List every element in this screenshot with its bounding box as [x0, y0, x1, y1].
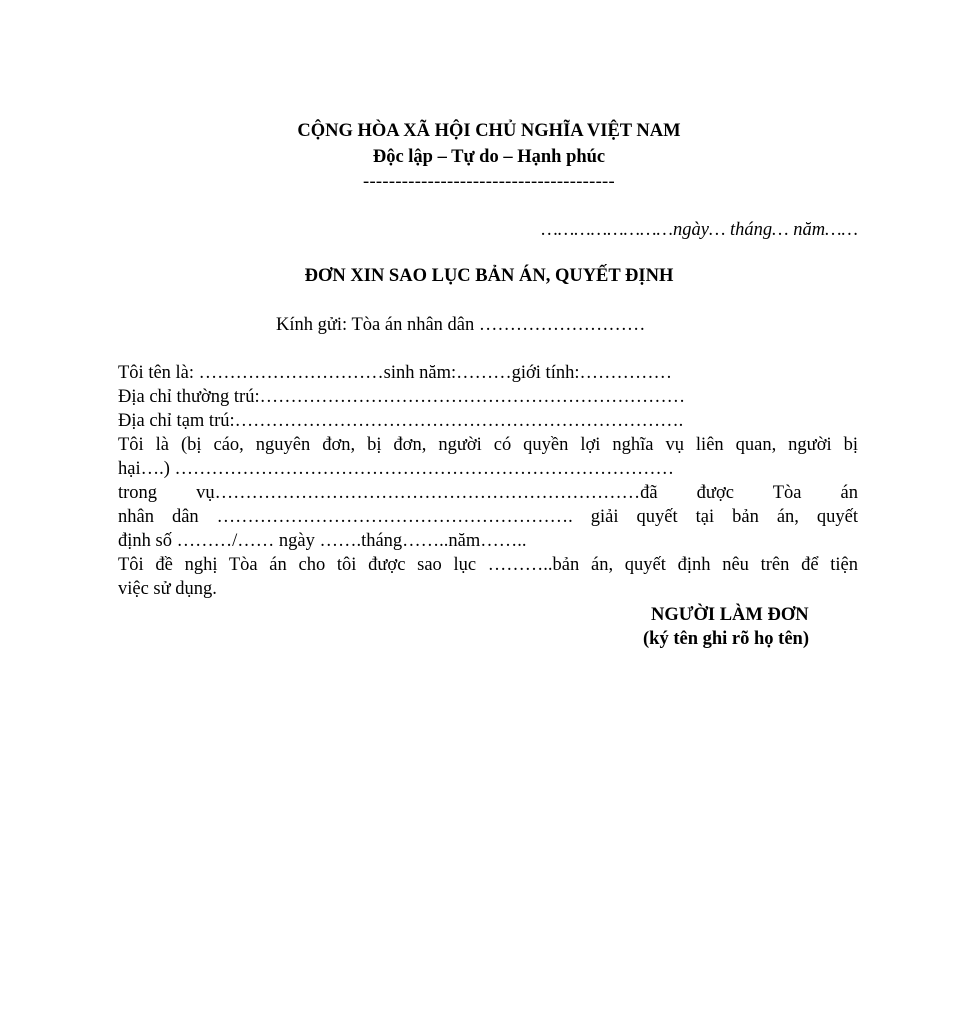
body-case-word-2: Tòa	[772, 483, 802, 503]
body-request-continued-line: việc sử dụng.	[118, 579, 217, 599]
recipient-line: Kính gửi: Tòa án nhân dân ………………………	[276, 315, 646, 335]
signature-note: (ký tên ghi rõ họ tên)	[643, 629, 809, 649]
body-court-line: nhân dân …………………………………………………. giải quyết tại bản án, quyết	[118, 507, 858, 527]
body-permanent-address-line: Địa chỉ thường trú:……………………………………………………………	[118, 387, 686, 407]
body-case-word-1: được	[696, 483, 734, 503]
body-name-line: Tôi tên là: …………………………sinh năm:………giới tính:……………	[118, 363, 672, 383]
body-request-line: Tôi đề nghị Tòa án cho tôi được sao lục ………..bản án, quyết định nêu trên để tiện	[118, 555, 858, 575]
signature-title: NGƯỜI LÀM ĐƠN	[651, 605, 809, 625]
body-case-line	[118, 481, 858, 505]
header-separator: ---------------------------------------	[363, 172, 615, 192]
body-decision-number-line: định số ………/…… ngày …….tháng……..năm……..	[118, 531, 527, 551]
date-line: ……………………ngày… tháng… năm……	[541, 220, 858, 240]
body-role-continued-line: hại….) ………………………………………………………………………	[118, 459, 675, 479]
nation-heading: CỘNG HÒA XÃ HỘI CHỦ NGHĨA VIỆT NAM	[297, 121, 681, 141]
body-temporary-address-line: Địa chỉ tạm trú:……………………………………………………………….	[118, 411, 684, 431]
body-case-text: trong vụ……………………………………………………………đã	[118, 483, 658, 503]
motto-heading: Độc lập – Tự do – Hạnh phúc	[372, 147, 606, 167]
document-title: ĐƠN XIN SAO LỤC BẢN ÁN, QUYẾT ĐỊNH	[304, 266, 674, 286]
body-role-line: Tôi là (bị cáo, nguyên đơn, bị đơn, người có quyền lợi nghĩa vụ liên quan, người bị	[118, 435, 858, 455]
body-case-word-3: án	[840, 483, 859, 503]
